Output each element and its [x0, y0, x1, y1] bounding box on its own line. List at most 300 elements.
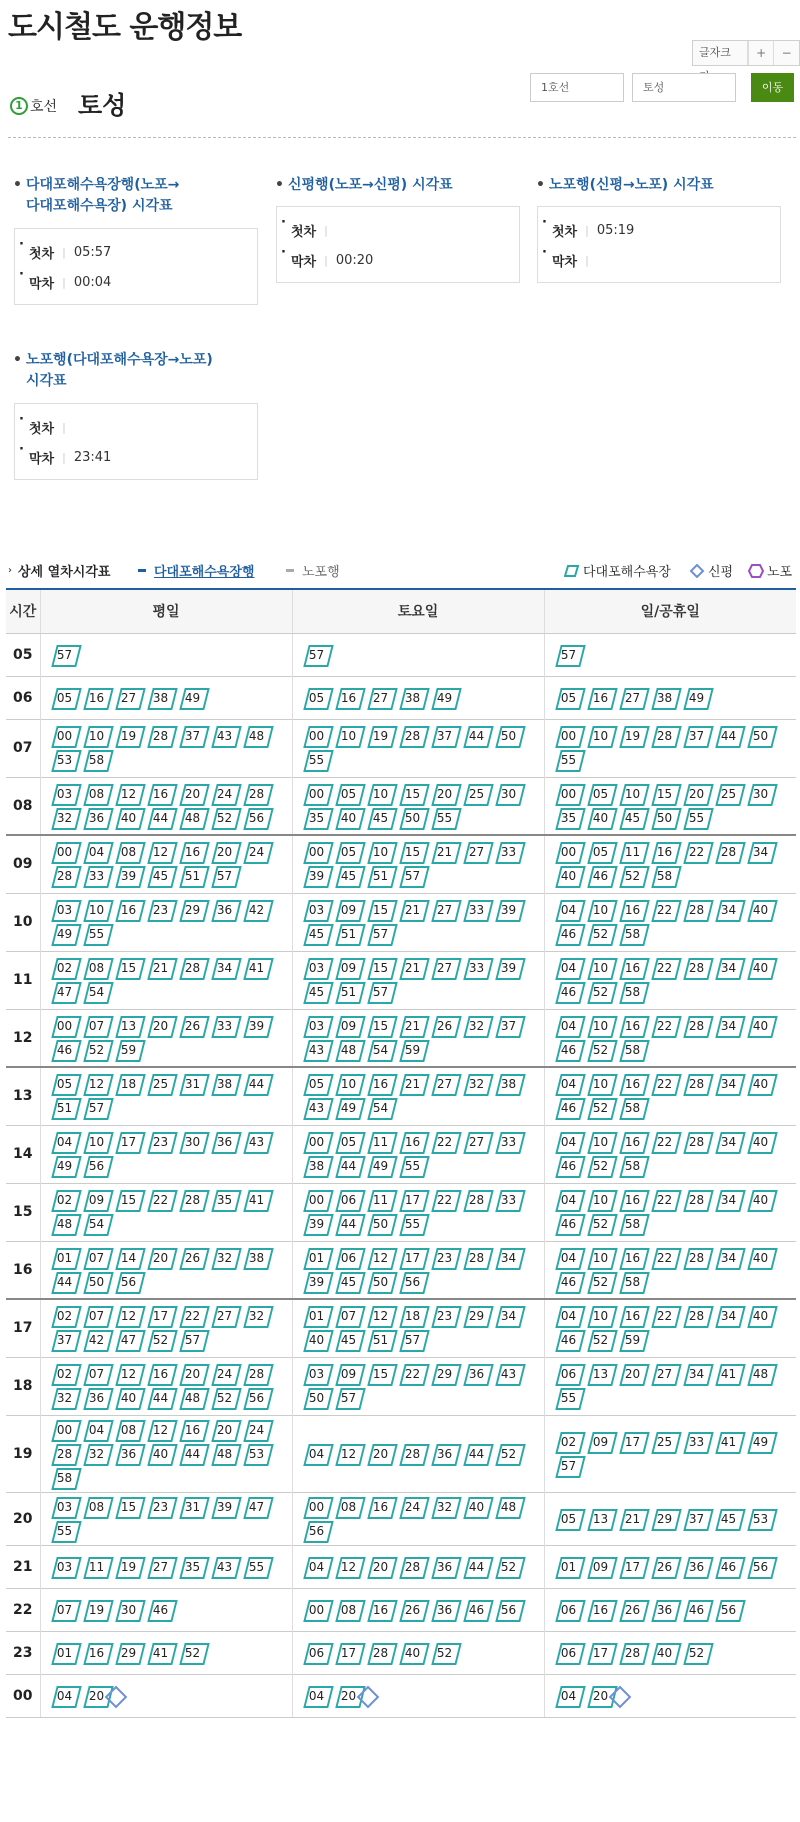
- minute-badge: [83, 1156, 111, 1176]
- hour-cell: 10: [6, 893, 40, 951]
- minute-value: 56: [248, 1391, 265, 1405]
- minute-badge: [555, 688, 583, 708]
- minute-badge: [463, 1074, 491, 1094]
- saturday-cell: [292, 835, 544, 893]
- minute-badge: [83, 1272, 111, 1292]
- minute-badge: [115, 688, 143, 708]
- summary-title-sinpyeong[interactable]: [288, 175, 453, 196]
- minute-value: 43: [308, 1042, 325, 1057]
- minute-value: 23: [152, 1499, 169, 1514]
- minute-value: 28: [372, 1645, 389, 1660]
- minute-value: 34: [720, 1018, 737, 1033]
- minute-badge: [243, 784, 271, 804]
- minute-badge: [587, 1686, 615, 1706]
- minute-badge: [555, 1040, 583, 1060]
- minute-value: 50: [500, 729, 517, 743]
- minute-value: 15: [120, 1499, 137, 1514]
- minute-badge: [619, 1330, 647, 1350]
- minute-badge: [147, 726, 175, 746]
- minute-value: 46: [560, 1333, 577, 1348]
- minute-value: 04: [560, 1688, 577, 1703]
- minute-badge: [243, 958, 271, 978]
- minute-badge: [431, 958, 459, 978]
- minute-badge: [367, 982, 395, 1002]
- minute-value: 13: [592, 1511, 609, 1526]
- saturday-cell: [292, 893, 544, 951]
- minute-badge: [303, 808, 331, 828]
- holiday-cell: [544, 777, 796, 835]
- minute-value: 59: [624, 1333, 641, 1348]
- minute-value: 21: [152, 961, 169, 975]
- last-train-label: · 막차: [291, 251, 316, 270]
- table-row: [6, 1674, 796, 1717]
- minute-value: 44: [56, 1274, 73, 1289]
- line-badge: [10, 96, 57, 116]
- holiday-cell: [544, 951, 796, 1009]
- minute-badge: [683, 1364, 711, 1384]
- minute-badge: [619, 726, 647, 746]
- minute-value: 00: [560, 845, 577, 860]
- minute-value: 03: [56, 903, 73, 917]
- minute-badge: [51, 1643, 79, 1663]
- minute-value: 39: [216, 1499, 233, 1514]
- minute-badge: [555, 958, 583, 978]
- minute-badge: [147, 1074, 175, 1094]
- minute-badge: [335, 1364, 363, 1384]
- minute-value: 52: [592, 1042, 609, 1057]
- minute-value: 58: [624, 985, 641, 999]
- summary-title-dadaepo[interactable]: [26, 175, 179, 217]
- minute-value: 50: [372, 1217, 389, 1231]
- minute-value: 52: [184, 1645, 201, 1660]
- minute-value: 46: [560, 927, 577, 941]
- minute-value: 40: [120, 810, 137, 825]
- minute-badge: [83, 866, 111, 886]
- minute-value: 32: [468, 1077, 485, 1092]
- minute-badge: [243, 1420, 271, 1440]
- minute-badge: [303, 1016, 331, 1036]
- minute-value: 06: [560, 1602, 577, 1617]
- minute-badge: [179, 726, 207, 746]
- minute-value: 58: [624, 1274, 641, 1289]
- minute-value: 25: [152, 1077, 169, 1092]
- minute-badge: [179, 1074, 207, 1094]
- holiday-cell: [544, 1241, 796, 1299]
- minute-badge: [51, 645, 79, 665]
- minute-badge: [587, 1432, 615, 1452]
- minute-badge: [651, 1306, 679, 1326]
- minute-value: 52: [436, 1645, 453, 1660]
- minute-value: 20: [688, 786, 705, 801]
- minute-value: 52: [592, 1159, 609, 1173]
- minute-badge: [51, 1600, 79, 1620]
- minute-value: 55: [436, 810, 453, 825]
- minute-badge: [555, 750, 583, 770]
- weekday-cell: [40, 1299, 292, 1357]
- minute-badge: [587, 1190, 615, 1210]
- minute-badge: [587, 1509, 615, 1529]
- minute-value: 21: [404, 961, 421, 975]
- minute-badge: [495, 1074, 523, 1094]
- minute-badge: [147, 1600, 175, 1620]
- minute-value: 22: [184, 1309, 201, 1324]
- minute-value: 10: [88, 729, 105, 743]
- minute-badge: [115, 1248, 143, 1268]
- minute-value: 40: [152, 1446, 169, 1461]
- minute-badge: [587, 1214, 615, 1234]
- minute-value: 08: [88, 1499, 105, 1514]
- minute-badge: [115, 1074, 143, 1094]
- minute-badge: [651, 1074, 679, 1094]
- minute-value: 44: [340, 1159, 357, 1173]
- minute-badge: [587, 900, 615, 920]
- minute-value: 00: [308, 1602, 325, 1617]
- minute-value: 12: [372, 1250, 389, 1265]
- minute-badge: [211, 1444, 239, 1464]
- minute-badge: [619, 1190, 647, 1210]
- station-select[interactable]: 토성: [632, 73, 736, 102]
- saturday-cell: [292, 1492, 544, 1545]
- minute-value: 24: [248, 1422, 265, 1437]
- minute-value: 03: [56, 786, 73, 801]
- minute-value: 10: [372, 786, 389, 801]
- minute-badge: [715, 1600, 743, 1620]
- minute-badge: [335, 1132, 363, 1152]
- minute-value: 00: [56, 1422, 73, 1437]
- minute-badge: [683, 808, 711, 828]
- minute-badge: [715, 1509, 743, 1529]
- minute-badge: [243, 1364, 271, 1384]
- minute-value: 40: [404, 1645, 421, 1660]
- minute-value: 57: [372, 985, 389, 999]
- minute-badge: [335, 1497, 363, 1517]
- minute-badge: [115, 842, 143, 862]
- holiday-cell: [544, 893, 796, 951]
- table-row: [6, 1588, 796, 1631]
- first-train-label: · 첫차: [29, 418, 54, 437]
- minute-value: 26: [404, 1602, 421, 1617]
- minute-badge: [747, 1509, 775, 1529]
- minute-value: 13: [592, 1367, 609, 1381]
- minute-badge: [243, 726, 271, 746]
- minute-badge: [303, 726, 331, 746]
- minute-value: 04: [560, 1250, 577, 1265]
- timetable-header-row: [6, 589, 796, 633]
- minute-badge: [367, 1272, 395, 1292]
- hour-cell: 22: [6, 1588, 40, 1631]
- minute-value: 17: [404, 1193, 421, 1207]
- minute-badge: [747, 784, 775, 804]
- table-row: [6, 893, 796, 951]
- legend-label: 노포: [767, 565, 793, 580]
- minute-badge: [243, 1016, 271, 1036]
- minute-badge: [555, 924, 583, 944]
- minute-badge: [399, 1643, 427, 1663]
- minute-value: 49: [372, 1159, 389, 1173]
- minute-value: 36: [216, 903, 233, 917]
- minute-badge: [555, 900, 583, 920]
- minute-value: 17: [152, 1309, 169, 1324]
- hour-cell: 09: [6, 835, 40, 893]
- minute-value: 05: [560, 1511, 577, 1526]
- minute-value: 41: [248, 1193, 265, 1207]
- minute-badge: [147, 958, 175, 978]
- minute-value: 27: [624, 690, 641, 705]
- minute-value: 05: [592, 845, 609, 860]
- minute-badge: [555, 1600, 583, 1620]
- minute-badge: [147, 1388, 175, 1408]
- minute-value: 16: [88, 690, 105, 705]
- minute-value: 09: [340, 1018, 357, 1033]
- minute-badge: [179, 784, 207, 804]
- minute-value: 10: [592, 1193, 609, 1207]
- minute-value: 44: [468, 1446, 485, 1461]
- saturday-cell: [292, 1009, 544, 1067]
- minute-badge: [115, 1306, 143, 1326]
- hour-cell: 20: [6, 1492, 40, 1545]
- minute-badge: [51, 1497, 79, 1517]
- weekday-cell: [40, 835, 292, 893]
- minute-badge: [747, 1074, 775, 1094]
- tab-dadaepo[interactable]: [138, 561, 254, 580]
- minute-badge: [211, 1190, 239, 1210]
- minute-badge: [115, 1388, 143, 1408]
- minute-value: 38: [216, 1077, 233, 1092]
- minute-value: 53: [248, 1446, 265, 1461]
- minute-value: 00: [308, 786, 325, 801]
- minute-value: 36: [468, 1367, 485, 1381]
- minute-badge: [555, 1248, 583, 1268]
- minute-value: 28: [656, 729, 673, 743]
- tab-nopo[interactable]: [286, 561, 340, 580]
- header-weekday: 평일: [40, 589, 292, 633]
- minute-badge: [367, 784, 395, 804]
- minute-badge: [335, 1098, 363, 1118]
- minute-badge: [587, 784, 615, 804]
- summary-title-nopo-sinpyeong[interactable]: [549, 175, 714, 196]
- legend-sinpyeong: [689, 561, 733, 580]
- minute-value: 55: [560, 753, 577, 767]
- minute-value: 28: [624, 1645, 641, 1660]
- minute-badge: [83, 1643, 111, 1663]
- hour-cell: 13: [6, 1067, 40, 1125]
- minute-value: 28: [248, 1367, 265, 1381]
- minute-value: 01: [308, 1309, 325, 1324]
- minute-badge: [367, 842, 395, 862]
- minute-value: 49: [56, 927, 73, 941]
- font-increase-button[interactable]: +: [748, 41, 774, 65]
- minute-value: 00: [560, 786, 577, 801]
- minute-value: 19: [88, 1602, 105, 1617]
- minute-badge: [619, 1074, 647, 1094]
- minute-value: 10: [592, 1309, 609, 1324]
- hour-cell: 06: [6, 676, 40, 719]
- minute-value: 16: [592, 690, 609, 705]
- minute-value: 55: [56, 1523, 73, 1538]
- minute-value: 09: [340, 903, 357, 917]
- minute-value: 16: [624, 1309, 641, 1324]
- holiday-cell: [544, 1631, 796, 1674]
- last-train-time: 00:04: [73, 275, 112, 290]
- first-train-row: · 첫차 |: [291, 221, 336, 240]
- minute-value: 06: [560, 1367, 577, 1381]
- minute-badge: [367, 1497, 395, 1517]
- hour-cell: 07: [6, 719, 40, 777]
- minute-badge: [115, 1497, 143, 1517]
- minute-value: 08: [120, 1422, 137, 1437]
- minute-value: 35: [308, 810, 325, 825]
- minute-badge: [619, 1248, 647, 1268]
- summary-box-nopo-sinpyeong: [537, 206, 781, 283]
- table-row: [6, 1183, 796, 1241]
- minute-badge: [51, 1420, 79, 1440]
- minute-badge: [303, 1074, 331, 1094]
- minute-badge: [555, 1272, 583, 1292]
- minute-badge: [463, 1600, 491, 1620]
- minute-value: 34: [500, 1250, 517, 1265]
- minute-value: 28: [688, 903, 705, 917]
- minute-badge: [179, 900, 207, 920]
- minute-value: 10: [592, 1077, 609, 1092]
- summary-title-nopo-dadaepo[interactable]: [26, 350, 213, 392]
- minute-value: 06: [340, 1250, 357, 1265]
- minute-badge: [463, 1306, 491, 1326]
- minute-value: 58: [56, 1470, 73, 1485]
- minute-badge: [51, 1214, 79, 1234]
- minute-value: 04: [56, 1688, 73, 1703]
- minute-badge: [683, 1509, 711, 1529]
- hour-cell: 21: [6, 1545, 40, 1588]
- minute-badge: [587, 1557, 615, 1577]
- minute-badge: [303, 1686, 331, 1706]
- minute-badge: [651, 1248, 679, 1268]
- summary-title-line: • 신평행(노포→신평) 시각표: [288, 177, 453, 193]
- minute-value: 19: [120, 729, 137, 743]
- table-row: [6, 835, 796, 893]
- minute-badge: [367, 1156, 395, 1176]
- minute-badge: [83, 750, 111, 770]
- minute-value: 06: [308, 1645, 325, 1660]
- minute-badge: [179, 1248, 207, 1268]
- minute-badge: [335, 900, 363, 920]
- minute-badge: [51, 1306, 79, 1326]
- minute-badge: [367, 1074, 395, 1094]
- minute-badge: [683, 958, 711, 978]
- minute-value: 45: [340, 1274, 357, 1289]
- minute-value: 48: [56, 1217, 73, 1231]
- legend-label: 다대포해수욕장: [583, 565, 671, 580]
- minute-badge: [243, 1497, 271, 1517]
- minute-value: 02: [56, 1309, 73, 1324]
- minute-badge: [303, 750, 331, 770]
- minute-value: 04: [560, 1309, 577, 1324]
- minute-value: 47: [56, 985, 73, 999]
- minute-value: 43: [216, 1559, 233, 1574]
- minute-badge: [51, 808, 79, 828]
- minute-value: 16: [120, 903, 137, 917]
- minute-value: 12: [372, 1309, 389, 1324]
- holiday-cell: [544, 1588, 796, 1631]
- saturday-cell: [292, 1241, 544, 1299]
- weekday-cell: [40, 777, 292, 835]
- minute-value: 36: [436, 1446, 453, 1461]
- minute-value: 28: [56, 1446, 73, 1461]
- minute-badge: [555, 808, 583, 828]
- minute-value: 51: [372, 1333, 389, 1348]
- minute-badge: [367, 1306, 395, 1326]
- minute-value: 50: [656, 810, 673, 825]
- minute-value: 46: [560, 1042, 577, 1057]
- minute-value: 04: [560, 1077, 577, 1092]
- minute-value: 34: [752, 845, 769, 860]
- minute-badge: [367, 958, 395, 978]
- last-train-label: · 막차: [29, 273, 54, 292]
- minute-value: 28: [404, 729, 421, 743]
- minute-badge: [147, 1248, 175, 1268]
- minute-badge: [619, 1214, 647, 1234]
- minute-badge: [51, 784, 79, 804]
- minute-badge: [399, 1074, 427, 1094]
- line-select[interactable]: 1호선: [530, 73, 624, 102]
- minute-value: 26: [184, 1250, 201, 1265]
- minute-value: 13: [120, 1018, 137, 1033]
- minute-value: 15: [372, 1018, 389, 1033]
- minute-badge: [399, 866, 427, 886]
- minute-badge: [115, 1040, 143, 1060]
- minute-badge: [211, 866, 239, 886]
- weekday-cell: [40, 1492, 292, 1545]
- weekday-cell: [40, 1357, 292, 1415]
- minute-badge: [683, 1016, 711, 1036]
- minute-value: 37: [436, 729, 453, 743]
- minute-value: 05: [308, 690, 325, 705]
- minute-badge: [83, 1098, 111, 1118]
- minute-value: 33: [500, 1193, 517, 1207]
- minute-badge: [555, 842, 583, 862]
- minute-value: 38: [308, 1159, 325, 1173]
- minute-badge: [83, 1074, 111, 1094]
- minute-value: 27: [436, 961, 453, 975]
- minute-badge: [619, 900, 647, 920]
- minute-badge: [211, 900, 239, 920]
- minute-badge: [463, 842, 491, 862]
- minute-badge: [83, 1132, 111, 1152]
- minute-value: 10: [592, 729, 609, 743]
- minute-badge: [51, 1388, 79, 1408]
- minute-value: 46: [560, 1101, 577, 1116]
- minute-badge: [335, 1074, 363, 1094]
- minute-value: 57: [372, 927, 389, 941]
- minute-value: 09: [340, 961, 357, 975]
- minute-badge: [51, 726, 79, 746]
- minute-badge: [399, 808, 427, 828]
- last-train-label: · 막차: [552, 251, 577, 270]
- font-decrease-button[interactable]: −: [773, 41, 799, 65]
- minute-value: 03: [56, 1559, 73, 1574]
- minute-badge: [115, 1364, 143, 1384]
- minute-badge: [83, 808, 111, 828]
- go-button[interactable]: 이동: [751, 73, 794, 102]
- minute-value: 22: [656, 1018, 673, 1033]
- minute-badge: [555, 1388, 583, 1408]
- minute-value: 45: [372, 810, 389, 825]
- minute-badge: [211, 1497, 239, 1517]
- minute-value: 40: [752, 1309, 769, 1324]
- minute-badge: [555, 1557, 583, 1577]
- minute-value: 07: [88, 1018, 105, 1033]
- hexagon-icon: [748, 564, 764, 578]
- minute-value: 56: [500, 1602, 517, 1617]
